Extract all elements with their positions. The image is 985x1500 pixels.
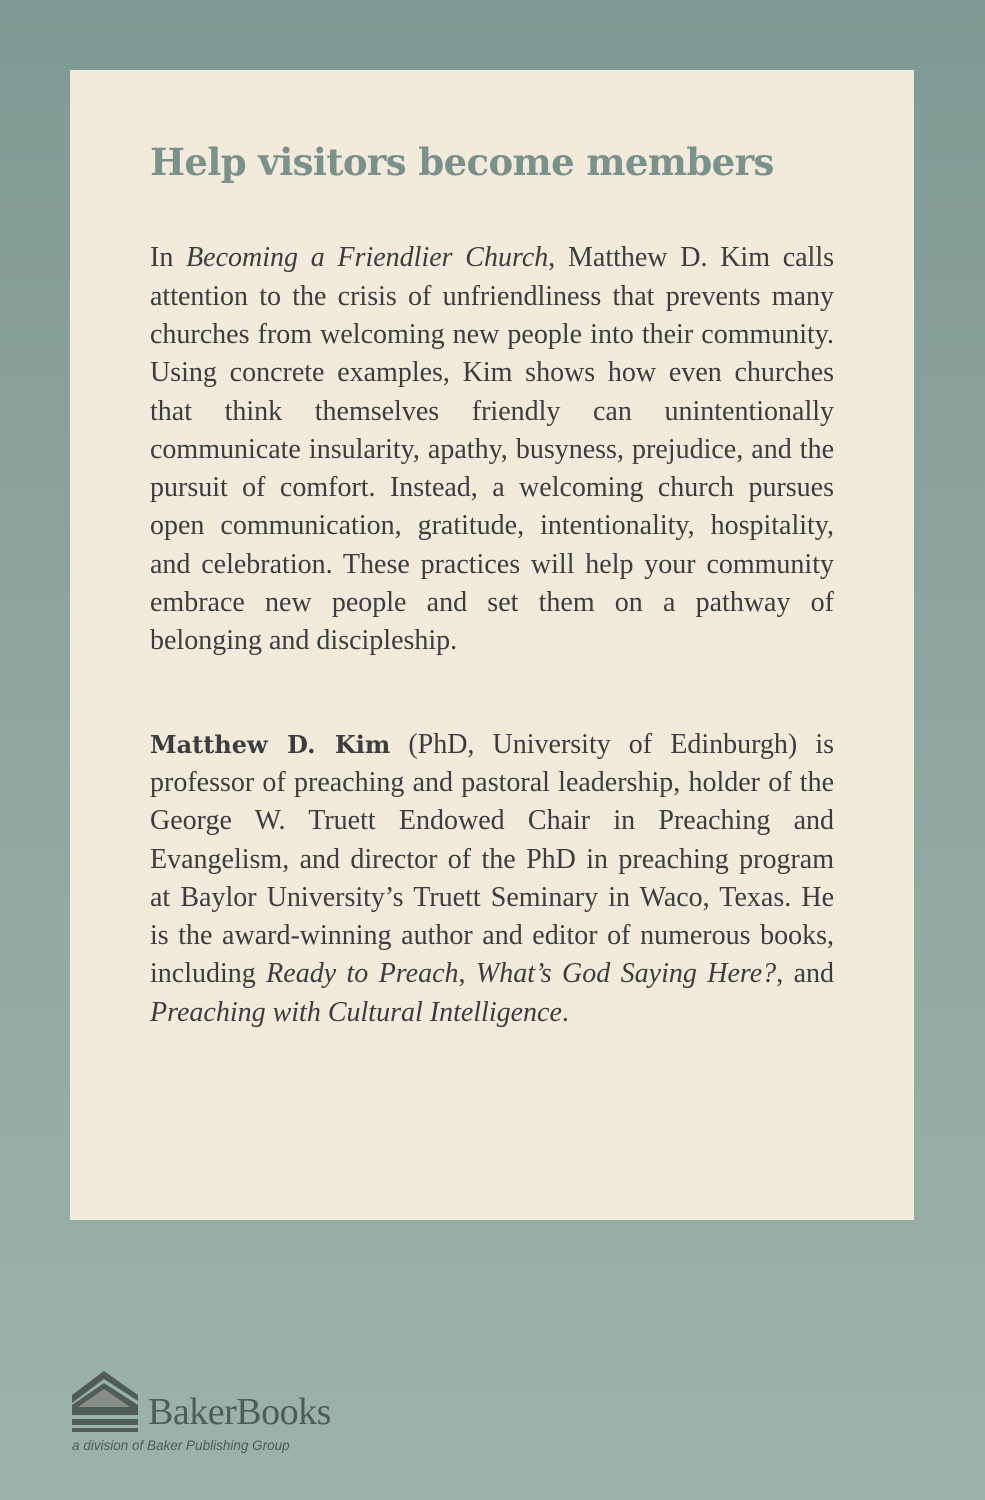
bio-end: . [561,996,569,1028]
author-bio [150,726,834,1032]
headline: Help visitors become members [150,140,774,184]
description-text: , Matthew D. Kim calls attention to the crisis of unfriendliness that prevents many churches from welcoming new people into their community. Using concrete examples, Kim shows how even churches that think themselves friendly can unintentionally communicate insularity, apathy, busyness, prejudice, and the pursuit of comfort. Instead, a welcoming church pursues open communication, gratitude, intentionality, hospitality, and celebration. These practices will help your community embrace new people and set them on a pathway of belonging and discipleship. [150,242,835,657]
publisher-logo [70,1365,390,1465]
book-ready-to-preach: Ready to Preach [266,958,459,990]
author-name: Matthew D. Kim [150,729,391,759]
bio-separator-2: , and [776,958,835,990]
description-intro: In [150,242,187,274]
book-whats-god-saying-here: What’s God Saying Here? [475,958,777,990]
back-cover-panel [70,70,914,1220]
bio-text: (PhD, University of Edinburgh) is professor of preaching and pastoral leadership, holder of the George W. Truett Endowed Chair in Preaching and Evangelism, and director of the PhD in preaching program at Baylor University’s Truett Seminary in Waco, Texas. He is the award-winning author and editor of numerous books, including [150,728,834,990]
book-preaching-with-cultural-intelligence: Preaching with Cultural Intelligence [150,996,562,1028]
publisher-tagline: a division of Baker Publishing Group [72,1438,290,1453]
book-description [150,239,834,660]
book-stack-icon [70,1365,140,1435]
book-title: Becoming a Friendlier Church [186,242,549,274]
bio-separator-1: , [458,958,476,990]
publisher-name: BakerBooks [148,1391,331,1433]
